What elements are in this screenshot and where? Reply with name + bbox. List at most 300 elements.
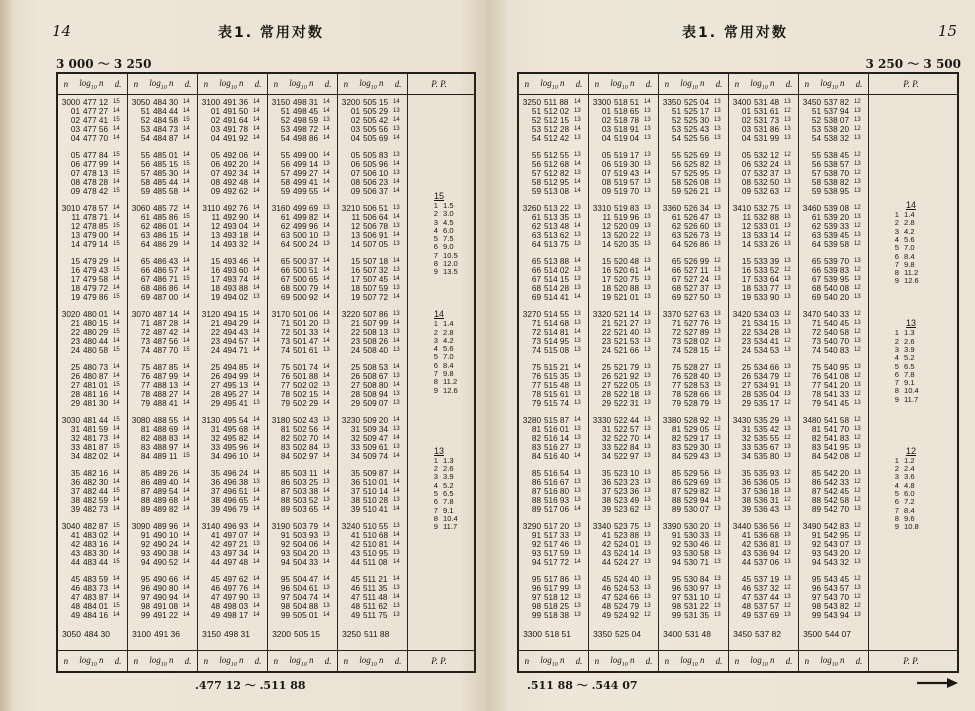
table-row [128, 487, 197, 496]
difference-value: 13 [393, 170, 400, 177]
log-value: 490 52 [153, 558, 179, 568]
log-value: 522 97 [614, 452, 640, 462]
n-value: 91 [280, 531, 290, 541]
n-value: 3170 [271, 310, 290, 319]
pp-row [408, 490, 470, 498]
n-value: 91 [811, 531, 821, 541]
data-column [338, 94, 408, 651]
difference-value: 14 [113, 435, 120, 442]
table-row [519, 593, 588, 602]
log-value: 519 57 [614, 178, 640, 188]
n-value: 44 [601, 558, 611, 568]
table-row [268, 558, 337, 567]
table-row [589, 319, 658, 328]
n-value: 16 [741, 266, 751, 276]
n-value: 3460 [802, 204, 821, 213]
table-row [799, 275, 868, 284]
pp-row [408, 235, 470, 243]
table-row [198, 425, 267, 434]
n-value: 03 [210, 125, 220, 135]
row-group [338, 575, 407, 620]
pp-value: 9.8 [443, 369, 454, 379]
difference-value: 14 [574, 559, 581, 566]
table-row [589, 611, 658, 620]
pp-value: 5.6 [904, 234, 915, 244]
table-row [659, 231, 728, 240]
log-value: 530 46 [684, 540, 710, 550]
table-row [268, 116, 337, 125]
difference-value: 13 [574, 603, 581, 610]
n-value: 51 [140, 107, 150, 117]
table-row [58, 434, 127, 443]
difference-value: 13 [644, 285, 651, 292]
pp-value: 9.1 [443, 505, 454, 515]
row-group [799, 98, 868, 143]
difference-value: 13 [784, 488, 791, 495]
log-value: 525 69 [684, 151, 710, 160]
log-value: 538 07 [824, 116, 850, 126]
difference-value: 13 [714, 329, 721, 336]
difference-value: 13 [714, 364, 721, 370]
row-group [729, 522, 798, 567]
table-row [729, 319, 798, 328]
log-value: 481 16 [83, 390, 109, 400]
log-value: 503 93 [293, 531, 319, 541]
table-row [58, 346, 127, 355]
n-value: 47 [741, 593, 751, 603]
difference-value: 14 [323, 338, 330, 345]
difference-value: 14 [113, 426, 120, 433]
table-row [519, 178, 588, 187]
log-value: 504 47 [293, 575, 319, 584]
pp-value: 10.4 [904, 386, 919, 396]
n-value: 61 [811, 213, 821, 223]
table-row [659, 169, 728, 178]
difference-value: 13 [574, 435, 581, 442]
table-row [198, 487, 267, 496]
log-value: 513 35 [544, 213, 570, 223]
difference-value: 13 [574, 285, 581, 292]
n-value: 52 [140, 116, 150, 126]
table-row [58, 575, 127, 584]
table-row [799, 452, 868, 461]
n-value: 28 [70, 390, 80, 400]
n-value: 71 [280, 319, 290, 329]
log-value: 543 45 [824, 575, 850, 584]
log-value: 538 70 [824, 169, 850, 179]
n-value: 3080 [131, 416, 150, 425]
log-value: 485 44 [153, 178, 179, 188]
difference-value: 12 [784, 435, 791, 442]
table-row [198, 522, 267, 531]
log-value: 497 34 [223, 549, 249, 559]
difference-value: 14 [183, 391, 190, 398]
log-value: 532 75 [754, 204, 780, 213]
log-value: 514 41 [544, 293, 570, 303]
pp-value: 4.8 [904, 480, 915, 490]
log-base: log [359, 77, 371, 88]
table-row [799, 337, 868, 346]
table-row [198, 213, 267, 222]
difference-value: 14 [113, 205, 120, 211]
table-row [519, 443, 588, 452]
log-value: 501 61 [293, 346, 319, 356]
table-row [338, 363, 407, 372]
log-value: 529 30 [684, 443, 710, 453]
difference-value: 13 [574, 612, 581, 619]
table-row [58, 160, 127, 169]
page-number: 14 [52, 22, 72, 40]
n-value: 95 [140, 575, 150, 584]
n-value: 19 [741, 293, 751, 303]
n-value: 85 [531, 469, 541, 478]
difference-value: 13 [784, 532, 791, 539]
difference-value: 13 [784, 179, 791, 186]
n-value: 98 [811, 602, 821, 612]
n-value: 16 [70, 266, 80, 276]
table-row [268, 125, 337, 134]
pp-header [869, 651, 953, 671]
n-value: 87 [280, 487, 290, 497]
difference-value: 14 [183, 426, 190, 433]
log-base: log [610, 654, 622, 665]
table-row [729, 293, 798, 302]
table-row [198, 452, 267, 461]
n-value: 69 [671, 293, 681, 303]
n-value: 25 [741, 363, 751, 372]
pp-value: 11.2 [904, 268, 919, 278]
n-value: 92 [811, 540, 821, 550]
n-value: 57 [531, 169, 541, 179]
table-row [338, 213, 407, 222]
n-value: 68 [280, 284, 290, 294]
table-row [198, 266, 267, 275]
difference-value: 14 [183, 188, 190, 195]
log-value: 527 50 [684, 293, 710, 303]
n-value: 11 [351, 213, 360, 223]
log-value: 480 44 [83, 337, 109, 347]
log-value: 521 01 [614, 293, 640, 303]
difference-value: 14 [253, 426, 260, 433]
pp-value: 12.6 [443, 385, 458, 395]
log-value: 498 31 [224, 629, 250, 639]
n-value: 38 [210, 496, 220, 506]
n-value: 51 [811, 107, 821, 117]
difference-value: 12 [644, 612, 651, 619]
difference-value: 13 [574, 117, 581, 124]
difference-value: 13 [644, 161, 651, 168]
difference-value: 14 [253, 126, 260, 133]
difference-value: 13 [574, 576, 581, 582]
table-row [589, 293, 658, 302]
table-row [799, 531, 868, 540]
log-value: 495 96 [223, 443, 249, 453]
table-row [659, 266, 728, 275]
table-header [519, 74, 957, 95]
n-value: 23 [210, 337, 220, 347]
table-row [659, 257, 728, 266]
difference-value: 14 [113, 391, 120, 398]
n-label: n [594, 79, 600, 89]
table-row [799, 416, 868, 425]
table-row [131, 630, 180, 639]
difference-value: 13 [323, 205, 330, 211]
table-row [589, 416, 658, 425]
table-row [268, 213, 337, 222]
n-value: 98 [671, 602, 681, 612]
n-value: 26 [601, 372, 611, 382]
n-value: 3270 [522, 310, 541, 319]
difference-value: 14 [393, 435, 400, 442]
difference-value: 13 [393, 603, 400, 610]
pp-value: 8.4 [904, 505, 915, 515]
difference-value: 14 [183, 179, 190, 186]
log-value: 477 84 [83, 151, 109, 160]
difference-value: 14 [393, 338, 400, 345]
table-row [61, 630, 110, 639]
table-row [268, 178, 337, 187]
difference-value: 14 [183, 152, 190, 158]
log-value: 535 17 [754, 399, 780, 409]
difference-value: 12 [784, 523, 791, 529]
log-value: 493 60 [223, 266, 249, 276]
row-group [268, 98, 337, 143]
difference-value: 13 [784, 444, 791, 451]
log-value: 515 48 [544, 381, 570, 391]
log-value: 518 25 [544, 602, 570, 612]
log-n: n [630, 77, 635, 88]
difference-value: 13 [644, 523, 651, 529]
log-value: 510 41 [363, 505, 389, 515]
row-group [268, 204, 337, 249]
difference-value: 14 [393, 541, 400, 548]
n-value: 54 [280, 134, 290, 144]
table-row [729, 363, 798, 372]
difference-value: 14 [574, 179, 581, 186]
table-row [58, 363, 127, 372]
row-group [128, 204, 197, 249]
table-row [198, 134, 267, 143]
difference-value: 13 [323, 161, 330, 168]
log-value: 541 95 [824, 443, 850, 453]
difference-value: 14 [253, 223, 260, 230]
log-value: 541 33 [824, 390, 850, 400]
n-value: 02 [350, 116, 360, 126]
table-row [519, 540, 588, 549]
pp-label: P. P. [431, 656, 447, 666]
n-value: 18 [741, 284, 751, 294]
log-value: 502 02 [293, 381, 319, 391]
difference-value: 12 [784, 232, 791, 239]
table-row [201, 630, 250, 639]
table-row [519, 319, 588, 328]
log-value: 514 68 [544, 319, 570, 329]
difference-value: 13 [644, 426, 651, 433]
log-value: 522 05 [614, 381, 640, 391]
n-value: 75 [280, 363, 290, 372]
difference-value: 13 [393, 205, 400, 211]
n-value: 13 [70, 231, 80, 241]
table-row [268, 452, 337, 461]
n-value: 3250 [342, 629, 361, 639]
log-value: 502 15 [293, 390, 319, 400]
pp-value: 8.4 [904, 251, 915, 261]
log-value: 521 66 [614, 346, 640, 356]
table-row [128, 399, 197, 408]
n-value: 3020 [61, 310, 80, 319]
log-label [540, 655, 564, 668]
table-row [338, 540, 407, 549]
n-value: 35 [210, 469, 220, 478]
log-base: log [820, 654, 832, 665]
n-value: 94 [280, 558, 290, 568]
n-value: 14 [601, 240, 611, 250]
log-value: 538 45 [824, 151, 850, 160]
difference-value: 13 [574, 311, 581, 317]
difference-value: 12 [784, 550, 791, 557]
log-value: 481 44 [83, 416, 109, 425]
difference-value: 13 [854, 612, 861, 619]
pp-value: 12.0 [443, 259, 458, 269]
n-value: 3360 [662, 204, 681, 213]
difference-value: 14 [113, 214, 120, 221]
n-value: 49 [741, 611, 751, 621]
n-value: 3120 [201, 310, 220, 319]
n-value: 08 [210, 178, 220, 188]
log-value: 542 83 [824, 522, 850, 531]
pp-row [408, 345, 470, 353]
n-value: 06 [210, 160, 220, 170]
n-value: 69 [140, 293, 150, 303]
difference-value: 13 [644, 453, 651, 460]
difference-value: 13 [393, 347, 400, 354]
table-row [338, 469, 407, 478]
n-value: 71 [140, 319, 150, 329]
n-value: 31 [70, 425, 80, 435]
log-value: 481 30 [83, 399, 109, 409]
table-row [58, 222, 127, 231]
d-label: d. [324, 79, 332, 89]
difference-value: 14 [253, 161, 260, 168]
difference-value: 12 [714, 258, 721, 264]
table-row [519, 452, 588, 461]
difference-value: 13 [574, 541, 581, 548]
table-row [58, 169, 127, 178]
n-value: 34 [210, 452, 220, 462]
log-value: 492 90 [223, 213, 249, 223]
difference-value: 12 [714, 541, 721, 548]
n-value: 73 [140, 337, 150, 347]
n-value: 3200 [341, 98, 360, 107]
difference-value: 14 [183, 320, 190, 327]
log-n: n [309, 654, 314, 665]
pp-digit: 1 [433, 455, 438, 465]
table-row [729, 125, 798, 134]
log-value: 480 15 [83, 319, 109, 329]
n-value: 88 [280, 496, 290, 506]
table-row [58, 452, 127, 461]
log-value: 512 95 [544, 178, 570, 188]
pp-digit: 2 [433, 464, 438, 474]
difference-value: 13 [574, 232, 581, 239]
table-row [338, 187, 407, 196]
log-value: 540 45 [824, 319, 850, 329]
table-row [729, 266, 798, 275]
log-subscript: 10 [230, 84, 237, 91]
difference-value: 13 [714, 603, 721, 610]
table-row [589, 496, 658, 505]
log-value: 512 28 [544, 125, 570, 135]
n-value: 17 [350, 275, 360, 285]
log-value: 488 55 [153, 416, 179, 425]
table-row [198, 293, 267, 302]
table-row [519, 487, 588, 496]
log-value: 516 40 [544, 452, 570, 462]
log-value: 543 82 [824, 602, 850, 612]
log-value: 486 57 [153, 266, 179, 276]
table-row [198, 169, 267, 178]
log-value: 520 22 [614, 231, 640, 241]
table-row [198, 231, 267, 240]
n-value: 3190 [271, 522, 290, 531]
log-value: 499 00 [293, 151, 319, 160]
n-value: 94 [140, 558, 150, 568]
difference-value: 14 [393, 559, 400, 566]
difference-value: 12 [784, 267, 791, 274]
difference-value: 13 [854, 559, 861, 566]
log-subscript: 10 [761, 661, 768, 668]
log-n: n [770, 654, 775, 665]
difference-value: 12 [784, 108, 791, 115]
n-value: 74 [531, 346, 541, 356]
log-value: 493 74 [223, 275, 249, 285]
n-value: 52 [671, 116, 681, 126]
n-value: 04 [210, 134, 220, 144]
row-group [268, 363, 337, 408]
n-value: 03 [350, 125, 360, 135]
table-row [338, 98, 407, 107]
log-value: 511 08 [363, 558, 388, 568]
page-title: 表1. 常用对数 [218, 25, 324, 41]
log-value: 489 96 [153, 522, 179, 531]
difference-value: 14 [253, 523, 260, 529]
log-value: 529 94 [684, 496, 710, 506]
difference-value: 13 [854, 364, 861, 370]
n-value: 18 [350, 284, 360, 294]
n-value: 82 [280, 434, 290, 444]
n-value: 35 [741, 469, 751, 478]
n-label: n [804, 79, 810, 89]
pp-digit: 4 [894, 480, 899, 490]
pp-value: 10.5 [443, 250, 458, 260]
pp-digit: 9 [894, 394, 899, 404]
difference-value: 14 [253, 232, 260, 239]
table-row [729, 575, 798, 584]
n-value: 77 [531, 381, 541, 391]
n-value: 07 [601, 169, 611, 179]
log-value: 488 69 [153, 425, 179, 435]
n-value: 92 [140, 540, 150, 550]
row-group [589, 416, 658, 461]
pp-row [869, 396, 953, 404]
pp-block [869, 318, 953, 404]
n-value: 69 [280, 293, 290, 303]
difference-value: 13 [574, 470, 581, 476]
log-value: 506 91 [363, 231, 389, 241]
difference-value: 13 [784, 285, 791, 292]
table-row [799, 593, 868, 602]
n-value: 49 [350, 611, 360, 621]
